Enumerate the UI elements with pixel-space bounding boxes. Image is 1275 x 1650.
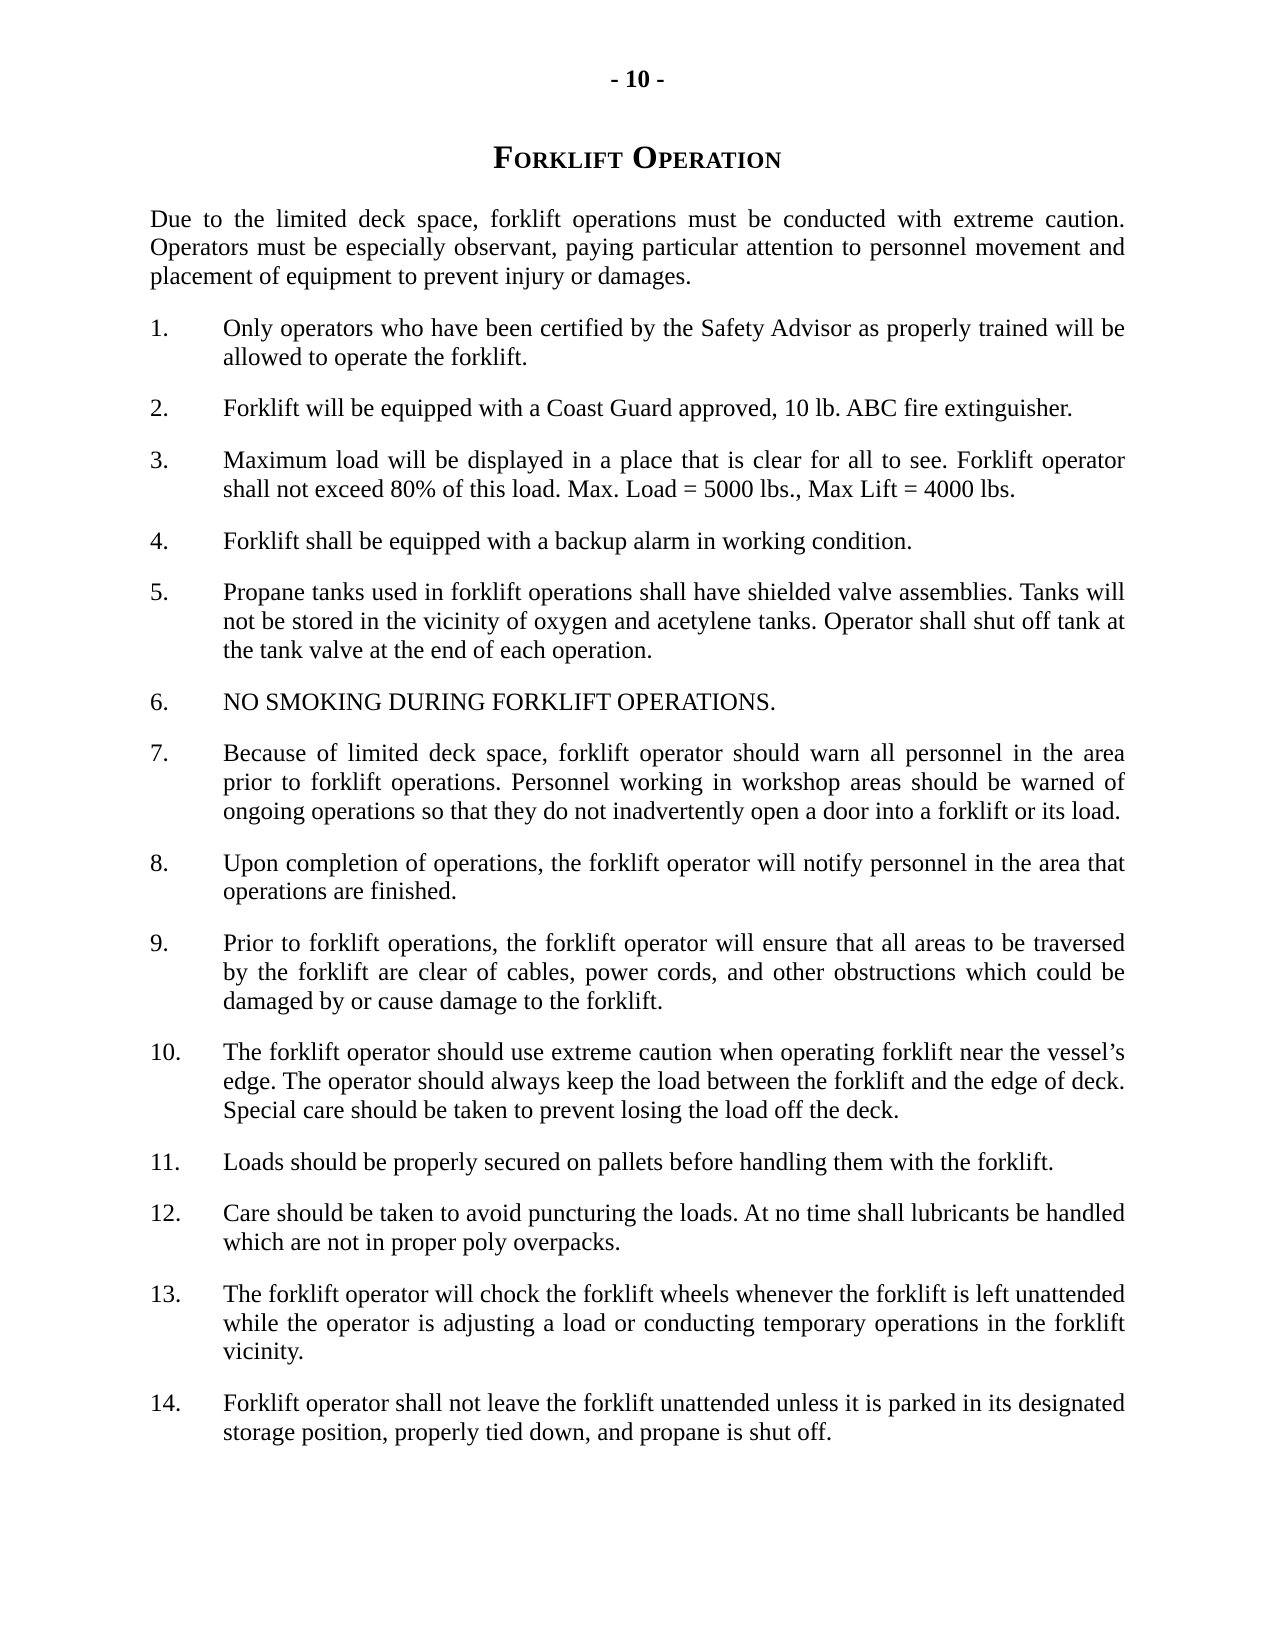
item-number: 14. — [150, 1390, 182, 1418]
list-item — [150, 740, 1125, 826]
item-number: 6. — [150, 688, 169, 716]
item-text: Upon completion of operations, the forklift operator will notify personnel in the area that operations are finished. — [223, 849, 1125, 906]
item-number: 4. — [150, 527, 169, 555]
item-text: Prior to forklift operations, the forklift operator will ensure that all areas to be traversed by the forklift are clear of cables, power cords, and other obstructions which could be damaged by or cause damage to the forklift. — [223, 930, 1125, 1015]
list-item — [150, 1200, 1125, 1258]
list-item — [150, 1039, 1125, 1125]
list-item — [150, 1149, 1125, 1178]
numbered-list — [150, 315, 1125, 1448]
item-text: Loads should be properly secured on pallets before handling them with the forklift. — [223, 1148, 1055, 1176]
item-text: Care should be taken to avoid puncturing the loads. At no time shall lubricants be handled which are not in proper poly overpacks. — [223, 1200, 1125, 1257]
list-item — [150, 1390, 1125, 1448]
item-text: The forklift operator should use extreme caution when operating forklift near the vessel’s edge. The operator should always keep the load between the forklift and the edge of deck. Special care should be taken to prevent losing the load off the deck. — [223, 1039, 1125, 1124]
list-item — [150, 689, 1125, 718]
list-item — [150, 850, 1125, 908]
list-item — [150, 447, 1125, 505]
item-number: 10. — [150, 1039, 182, 1067]
item-number: 12. — [150, 1200, 182, 1228]
item-number: 1. — [150, 314, 169, 342]
item-text: Only operators who have been certified by the Safety Advisor as properly trained will be allowed to operate the forklift. — [223, 314, 1125, 371]
item-number: 5. — [150, 579, 169, 607]
list-item — [150, 930, 1125, 1016]
list-item — [150, 395, 1125, 424]
list-item — [150, 528, 1125, 557]
item-text: Maximum load will be displayed in a place that is clear for all to see. Forklift operator shall not exceed 80% of this load. Max. Load = 5000 lbs., Max Lift = 4000 lbs. — [223, 447, 1125, 503]
page-title: Forklift Operation — [493, 139, 782, 176]
item-number: 11. — [150, 1148, 181, 1176]
list-item — [150, 579, 1125, 665]
intro-paragraph: Due to the limited deck space, forklift operations must be conducted with extreme caution. Operators must be especially observant, paying particular attention to personnel movement and placement of equipment to prevent injury or damages. — [150, 205, 1125, 291]
item-number: 3. — [150, 447, 169, 475]
page-number: - 10 - — [610, 66, 665, 93]
item-text: NO SMOKING DURING FORKLIFT OPERATIONS. — [223, 688, 777, 716]
item-number: 2. — [150, 395, 169, 423]
item-text: Forklift shall be equipped with a backup alarm in working condition. — [223, 527, 913, 555]
item-text: Forklift will be equipped with a Coast Guard approved, 10 lb. ABC fire extinguisher. — [223, 395, 1073, 423]
item-number: 8. — [150, 849, 169, 877]
item-number: 9. — [150, 930, 169, 958]
item-number: 7. — [150, 740, 169, 768]
list-item — [150, 315, 1125, 373]
item-text: Because of limited deck space, forklift operator should warn all personnel in the area prior to forklift operations. Personnel working in workshop areas should be warned of ongoing operations so that they do not inadvertently open a door into a forklift or its load. — [223, 740, 1125, 825]
item-text: Forklift operator shall not leave the forklift unattended unless it is parked in its designated storage position, properly tied down, and propane is shut off. — [223, 1390, 1125, 1446]
item-number: 13. — [150, 1280, 182, 1308]
item-text: Propane tanks used in forklift operations shall have shielded valve assemblies. Tanks will not be stored in the vicinity of oxygen and acetylene tanks. Operator shall shut off tank at the tank valve at the end of each operation. — [223, 579, 1125, 664]
list-item — [150, 1281, 1125, 1367]
item-text: The forklift operator will chock the forklift wheels whenever the forklift is left unattended while the operator is adjusting a load or conducting temporary operations in the forklift vicinity. — [223, 1280, 1125, 1366]
